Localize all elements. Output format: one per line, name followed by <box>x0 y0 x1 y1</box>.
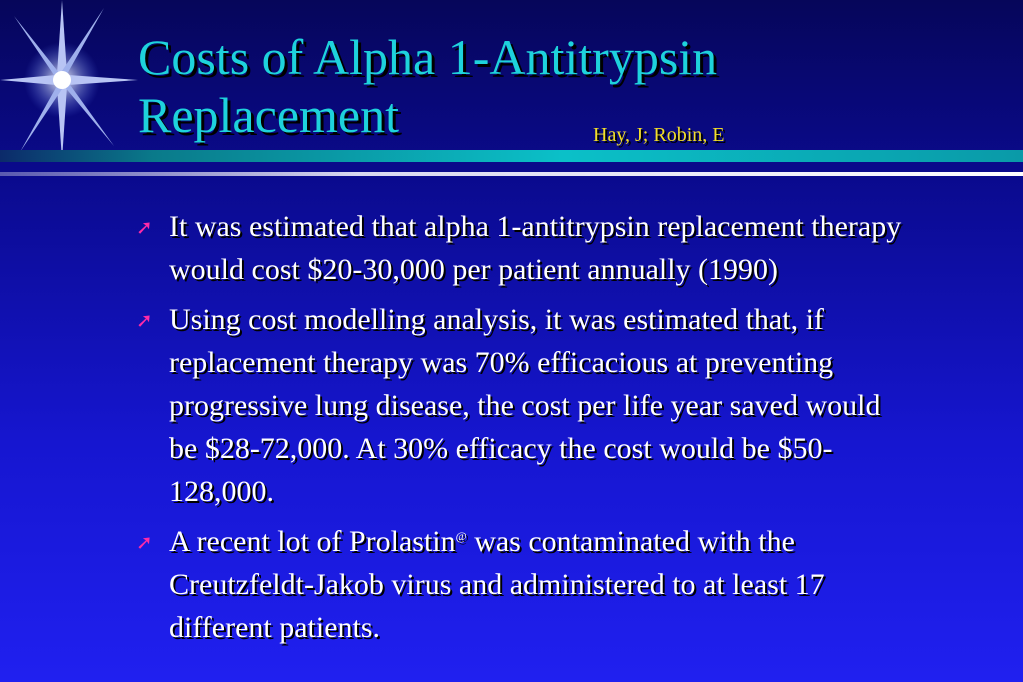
bullet-text-start: A recent lot of Prolastin <box>169 525 456 558</box>
registered-mark: @ <box>455 529 467 543</box>
bullet-item <box>132 205 902 291</box>
bullet-text: Using cost modelling analysis, it was estimated that, if replacement therapy was 70% efficacious at preventing progressive lung disease, the cost per life year saved would be $28-72,000. At 30% efficacy the cost would be $50-128,000. <box>169 303 881 508</box>
title-divider-bar <box>0 150 1023 162</box>
title-divider-line <box>0 172 1023 176</box>
slide-title-line-1: Costs of Alpha 1-Antitrypsin <box>138 29 718 85</box>
arrow-up-right-icon: ➚ <box>136 310 153 332</box>
bullet-text: It was estimated that alpha 1-antitrypsin replacement therapy would cost $20-30,000 per patient annually (1990) <box>169 210 902 286</box>
arrow-up-right-icon: ➚ <box>136 532 153 554</box>
bullet-item <box>132 298 902 513</box>
slide-title-line-2: Replacement <box>138 87 399 143</box>
starburst-icon <box>0 0 140 170</box>
bullet-item <box>132 520 902 649</box>
bullet-list <box>132 205 902 656</box>
slide-attribution: Hay, J; Robin, E <box>593 124 725 146</box>
bullet-text-end: was contaminated with the Creutzfeldt-Jakob virus and administered to at least 17 different patients. <box>169 525 825 644</box>
arrow-up-right-icon: ➚ <box>136 217 153 239</box>
